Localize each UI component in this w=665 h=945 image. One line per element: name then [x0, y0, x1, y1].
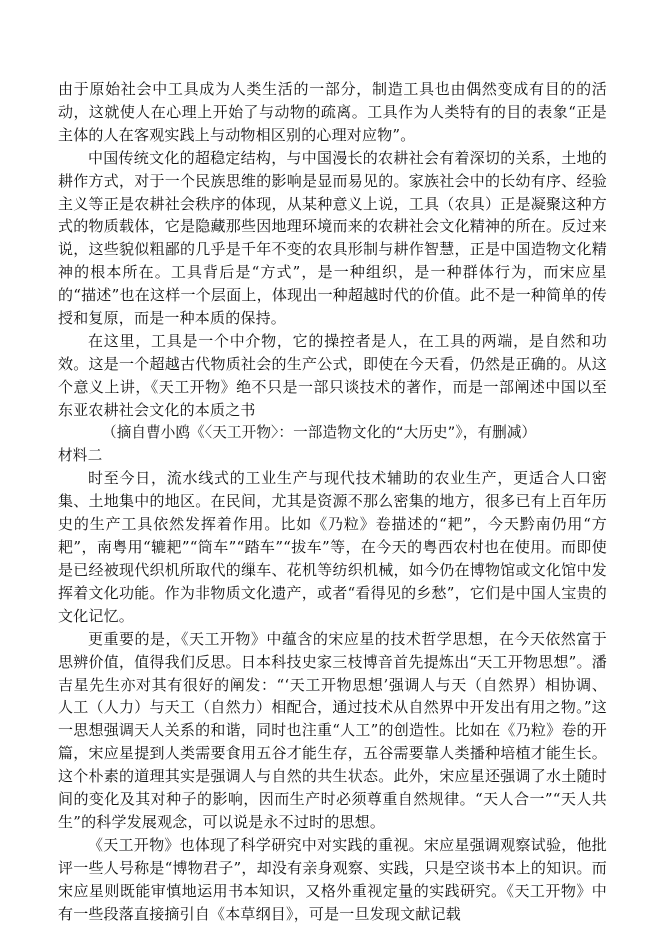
paragraph-2: 中国传统文化的超稳定结构，与中国漫长的农耕社会有着深切的关系，土地的耕作方式，对于一个民族思维的影响是显而易见的。家族社会中的长幼有序、经验主义等正是农耕社会秩序的体现，从某种意义上说，工具（农具）正是凝聚这种方式的物质载体，它是隐藏那些因地理环境而来的农耕社会文化精神的所在。反过来说，这些貌似粗鄙的几乎是千年不变的农具形制与耕作智慧，正是中国造物文化精神的根本所在。工具背后是“方式”，是一种组织，是一种群体行为，而宋应星的“描述”也在这样一个层面上，体现出一种超越时代的价值。此不是一种简单的传授和复原，而是一种本质的保持。: [58, 148, 607, 328]
paragraph-5: 更重要的是，《天工开物》中蕴含的宋应星的技术哲学思想，在今天依然富于思辨价值，值得我们反思。日本科技史家三枝博音首先提炼出“天工开物思想”。潘吉星先生亦对其有很好的阐发：“‘天工开物思想’强调人与天（自然界）相协调、人工（人力）与天工（自然力）相配合，通过技术从自然界中开发出有用之物。”这一思想强调天人关系的和谐，同时也注重“人工”的创造性。比如在《乃粒》卷的开篇，宋应星提到人类需要食用五谷才能生存，五谷需要靠人类播种培植才能生长。这个朴素的道理其实是强调人与自然的共生状态。此外，宋应星还强调了水土随时间的变化及其对种子的影响，因而生产时必须尊重自然规律。“天人合一”“天人共生”的科学发展观念，可以说是永不过时的思想。: [58, 629, 607, 831]
paragraph-4: 时至今日，流水线式的工业生产与现代技术辅助的农业生产，更适合人口密集、土地集中的地区。在民间，尤其是资源不那么密集的地方，很多已有上百年历史的生产工具依然发挥着作用。比如《乃粒》卷描述的“耙”，今天黔南仍用“方耙”，南粤用“辘耙”“筒车”“踏车”“拔车”等，在今天的粤西农村也在使用。而即使是已经被现代织机所取代的缫车、花机等纺织机械，如今仍在博物馆或文化馆中发挥着文化功能。作为非物质文化遗产，或者“看得见的乡愁”，它们是中国人宝贵的文化记忆。: [58, 469, 607, 625]
section-label-material-2: 材料二: [58, 446, 103, 464]
paragraph-6: 《天工开物》也体现了科学研究中对实践的重视。宋应星强调观察试验，他批评一些人号称是“博物君子”，却没有亲身观察、实践，只是空谈书本上的知识。而宋应星则既能审慎地运用书本知识，又格外重视定量的实践研究。《天工开物》中有一些段落直接摘引自《本草纲目》，可是一旦发现文献记载: [58, 835, 607, 923]
source-citation: （摘自曹小鸥《〈天工开物〉：一部造物文化的“大历史”》，有删减）: [102, 423, 537, 441]
paragraph-1: 由于原始社会中工具成为人类生活的一部分，制造工具也由偶然变成有目的的活动，这就使人在心理上开始了与动物的疏离。工具作为人类特有的目的表象“正是主体的人在客观实践上与动物相区别的心理对应物”。: [58, 80, 607, 144]
paragraph-3: 在这里，工具是一个中介物，它的操控者是人，在工具的两端，是自然和功效。这是一个超越古代物质社会的生产公式，即使在今天看，仍然是正确的。从这个意义上讲，《天工开物》绝不只是一部只谈技术的著作，而是一部阐述中国以至东亚农耕社会文化的本质之书: [58, 331, 607, 419]
